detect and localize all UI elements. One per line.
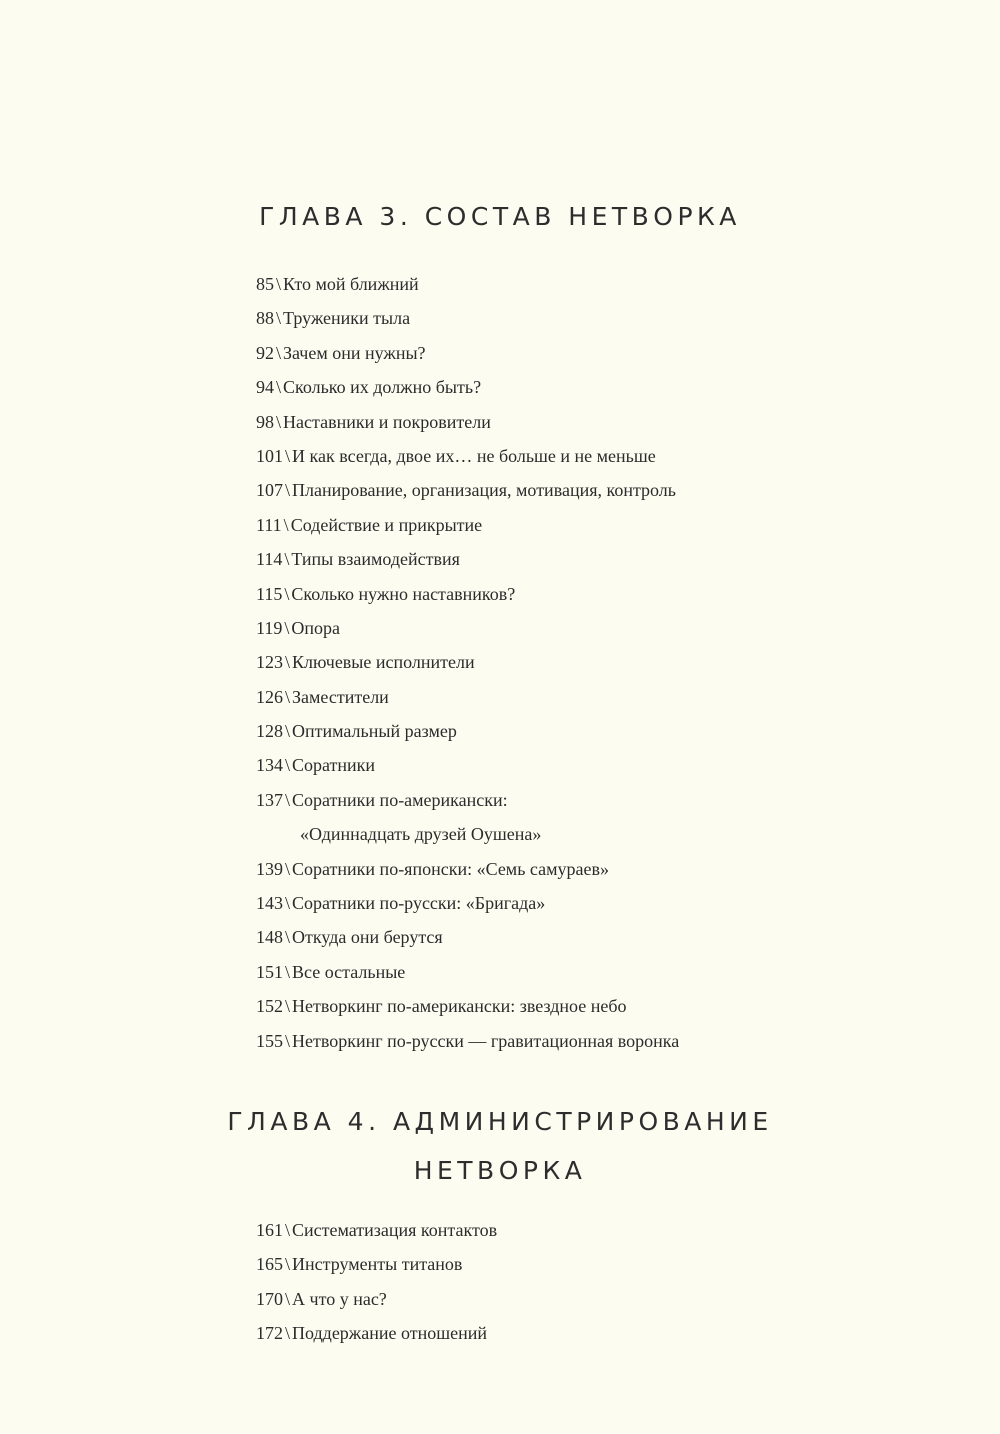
- chapter-4-title: [0, 1097, 1000, 1195]
- toc-page-number: 161: [256, 1220, 283, 1240]
- toc-page-number: 148: [256, 927, 283, 948]
- toc-page-number: 101: [256, 445, 283, 466]
- toc-entry-title: Содействие и прикрытие: [290, 514, 483, 535]
- toc-page-number: 94: [256, 377, 274, 398]
- toc-page-number: 123: [256, 652, 283, 673]
- toc-page-number: 151: [256, 961, 283, 982]
- toc-separator: \: [285, 1220, 291, 1240]
- toc-entry: [256, 920, 679, 954]
- chapter-4-toc: [256, 1213, 497, 1351]
- toc-entry: [256, 508, 679, 542]
- toc-entry-title: Заместители: [292, 686, 389, 707]
- toc-entry-title: Оптимальный размер: [292, 721, 457, 742]
- toc-page-number: 115: [256, 583, 283, 604]
- toc-separator: \: [276, 274, 282, 294]
- toc-entry: [256, 370, 679, 404]
- toc-separator: \: [276, 342, 282, 363]
- toc-separator: \: [284, 617, 290, 638]
- toc-separator: \: [285, 858, 291, 879]
- toc-entry-title: Наставники и покровители: [283, 411, 491, 432]
- toc-entry-title: Сколько нужно наставников?: [291, 583, 516, 604]
- toc-entry-title: Соратники по-русски: «Бригада»: [292, 893, 546, 914]
- toc-separator: \: [285, 893, 291, 914]
- toc-separator: \: [285, 480, 291, 501]
- toc-entry-title: И как всегда, двое их… не больше и не меньше: [292, 445, 656, 466]
- toc-separator: \: [285, 961, 291, 982]
- toc-entry-title: Соратники по-японски: «Семь самураев»: [292, 858, 609, 879]
- toc-entry: [256, 336, 679, 370]
- toc-entry: [256, 783, 679, 817]
- toc-entry: [256, 611, 679, 645]
- toc-separator: \: [285, 1288, 291, 1309]
- toc-entry: [256, 680, 679, 714]
- chapter-3-toc: [256, 267, 679, 1058]
- toc-entry: [256, 955, 679, 989]
- toc-entry-title: Систематизация контактов: [292, 1220, 498, 1240]
- toc-page-number: 155: [256, 1030, 283, 1051]
- toc-entry: [256, 1247, 497, 1281]
- toc-entry: [256, 714, 679, 748]
- toc-entry-title: Соратники: [292, 755, 376, 776]
- toc-separator: \: [285, 996, 291, 1017]
- toc-separator: \: [285, 686, 291, 707]
- toc-entry: [256, 301, 679, 335]
- toc-separator: \: [285, 721, 291, 742]
- toc-separator: \: [285, 755, 291, 776]
- toc-entry-title: Поддержание отношений: [292, 1323, 487, 1344]
- toc-page-number: 114: [256, 549, 283, 570]
- toc-separator: \: [285, 927, 291, 948]
- toc-entry-title: Нетворкинг по-русски — гравитационная воронка: [292, 1030, 680, 1051]
- toc-page-number: 143: [256, 893, 283, 914]
- chapter-3-title: ГЛАВА 3. СОСТАВ НЕТВОРКА: [259, 202, 741, 231]
- toc-page-number: 165: [256, 1254, 283, 1275]
- toc-page-number: 107: [256, 480, 283, 501]
- chapter-4-title-line2: НЕТВОРКА: [413, 1156, 587, 1185]
- toc-entry: [256, 1282, 497, 1316]
- toc-entry: [256, 439, 679, 473]
- toc-page-number: 88: [256, 308, 274, 329]
- toc-page-number: 139: [256, 858, 283, 879]
- toc-entry: [256, 1024, 679, 1058]
- toc-page-number: 126: [256, 686, 283, 707]
- toc-page-number: 134: [256, 755, 283, 776]
- toc-entry: [256, 405, 679, 439]
- toc-separator: \: [285, 445, 291, 466]
- toc-page-number: 92: [256, 342, 274, 363]
- toc-entry: [256, 1316, 497, 1350]
- toc-entry-title: Зачем они нужны?: [283, 342, 426, 363]
- toc-entry-title: Все остальные: [292, 961, 406, 982]
- toc-entry-title: Сколько их должно быть?: [283, 377, 482, 398]
- toc-separator: \: [284, 549, 290, 570]
- toc-entry-continuation: «Одиннадцать друзей Оушена»: [300, 824, 542, 845]
- toc-entry: [256, 1213, 497, 1247]
- toc-entry: [256, 852, 679, 886]
- toc-entry-title: Откуда они берутся: [292, 927, 443, 948]
- toc-entry: [256, 645, 679, 679]
- toc-separator: \: [276, 308, 282, 329]
- toc-page-number: 137: [256, 789, 283, 810]
- toc-separator: \: [285, 789, 291, 810]
- toc-separator: \: [285, 1030, 291, 1051]
- toc-entry: [256, 989, 679, 1023]
- toc-entry-title: Соратники по-американски:: [292, 789, 508, 810]
- toc-page-number: 111: [256, 514, 282, 535]
- toc-entry-title: Опора: [291, 617, 340, 638]
- toc-entry-title: Типы взаимодействия: [291, 549, 460, 570]
- toc-separator: \: [276, 411, 282, 432]
- toc-entry: [256, 886, 679, 920]
- toc-page-number: 128: [256, 721, 283, 742]
- toc-entry-title: Труженики тыла: [283, 308, 411, 329]
- toc-separator: \: [283, 514, 289, 535]
- toc-separator: \: [285, 1254, 291, 1275]
- toc-entry-title: Нетворкинг по-американски: звездное небо: [292, 996, 627, 1017]
- toc-entry: [256, 542, 679, 576]
- toc-entry-title: Ключевые исполнители: [292, 652, 475, 673]
- toc-entry-title: Инструменты титанов: [292, 1254, 463, 1275]
- toc-page-number: 98: [256, 411, 274, 432]
- toc-page-number: 119: [256, 617, 283, 638]
- toc-page-number: 170: [256, 1288, 283, 1309]
- toc-separator: \: [276, 377, 282, 398]
- toc-entry: [256, 748, 679, 782]
- toc-entry: [256, 473, 679, 507]
- toc-separator: \: [285, 1323, 291, 1344]
- toc-entry-title: А что у нас?: [292, 1288, 387, 1309]
- toc-page-number: 172: [256, 1323, 283, 1344]
- toc-entry-title: Кто мой ближний: [283, 274, 419, 294]
- toc-entry: [256, 577, 679, 611]
- chapter-4-title-line1: ГЛАВА 4. АДМИНИСТРИРОВАНИЕ: [227, 1107, 773, 1136]
- toc-separator: \: [284, 583, 290, 604]
- toc-entry: [256, 267, 679, 301]
- toc-separator: \: [285, 652, 291, 673]
- toc-page-number: 85: [256, 274, 274, 294]
- toc-entry-title: Планирование, организация, мотивация, контроль: [292, 480, 676, 501]
- toc-page-number: 152: [256, 996, 283, 1017]
